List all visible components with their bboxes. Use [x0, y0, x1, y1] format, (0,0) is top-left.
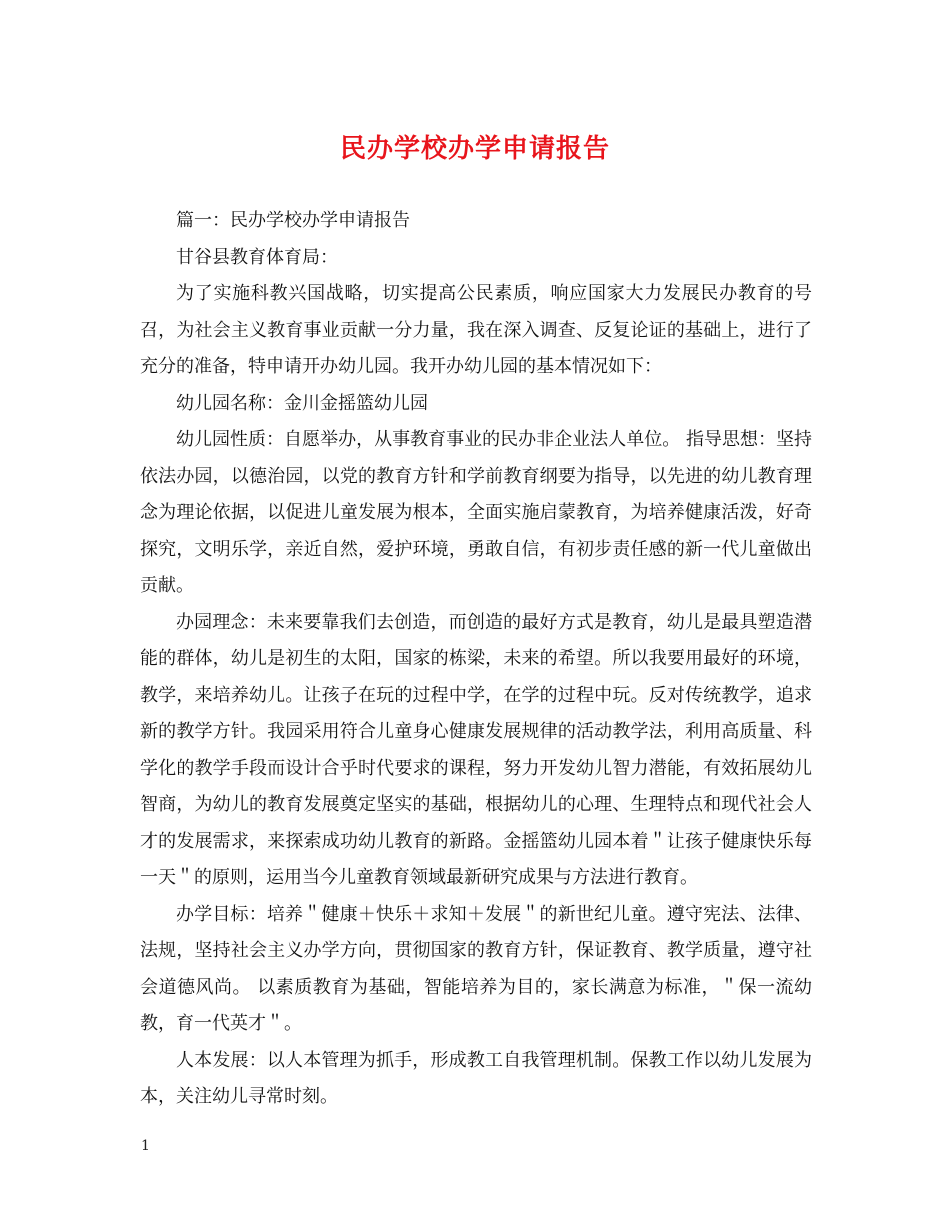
paragraph-introduction: 为了实施科教兴国战略，切实提高公民素质，响应国家大力发展民办教育的号召，为社会主义教育事业贡献一分力量，我在深入调查、反复论证的基础上，进行了充分的准备，特申请开办幼儿园。我开办幼儿园的基本情况如下： [140, 283, 812, 377]
paragraph-goals: 办学目标：培养＂健康＋快乐＋求知＋发展＂的新世纪儿童。遵守宪法、法律、法规，坚持社会主义办学方向，贯彻国家的教育方针，保证教育、教学质量，遵守社会道德风尚。 以素质教育为基础，智能培养为目的，家长满意为标准，＂保一流幼教，育一代英才＂。 [140, 903, 812, 1034]
paragraph-philosophy: 办园理念：未来要靠我们去创造，而创造的最好方式是教育，幼儿是最具塑造潜能的群体，幼儿是初生的太阳，国家的栋梁，未来的希望。所以我要用最好的环境，教学，来培养幼儿。让孩子在玩的过程中学，在学的过程中玩。反对传统教学，追求新的教学方针。我园采用符合儿童身心健康发展规律的活动教学法，利用高质量、科学化的教学手段而设计合乎时代要求的课程，努力开发幼儿智力潜能，有效拓展幼儿智商，为幼儿的教育发展奠定坚实的基础，根据幼儿的心理、生理特点和现代社会人才的发展需求，来探索成功幼儿教育的新路。金摇篮幼儿园本着＂让孩子健康快乐每一天＂的原则，运用当今儿童教育领域最新研究成果与方法进行教育。 [140, 611, 812, 888]
document-title: 民办学校办学申请报告 [339, 134, 610, 164]
paragraph-section-heading: 篇一：民办学校办学申请报告 [176, 210, 410, 231]
paragraph-people-development: 人本发展：以人本管理为抓手，形成教工自我管理机制。保教工作以幼儿发展为本，关注幼儿寻常时刻。 [140, 1049, 812, 1107]
paragraph-kindergarten-name: 幼儿园名称：金川金摇篮幼儿园 [176, 392, 428, 414]
paragraph-nature-guiding-thought: 幼儿园性质：自愿举办，从事教育事业的民办非企业法人单位。 指导思想：坚持依法办园，以德治园，以党的教育方针和学前教育纲要为指导，以先进的幼儿教育理念为理论依据，以促进儿童发展为根本，全面实施启蒙教育，为培养健康活泼，好奇探究，文明乐学，亲近自然，爱护环境，勇敢自信，有初步责任感的新一代儿童做出贡献。 [140, 429, 812, 596]
paragraph-addressee: 甘谷县教育体育局： [176, 246, 338, 268]
page-number: 1 [141, 1138, 150, 1154]
document-body [140, 203, 812, 1116]
